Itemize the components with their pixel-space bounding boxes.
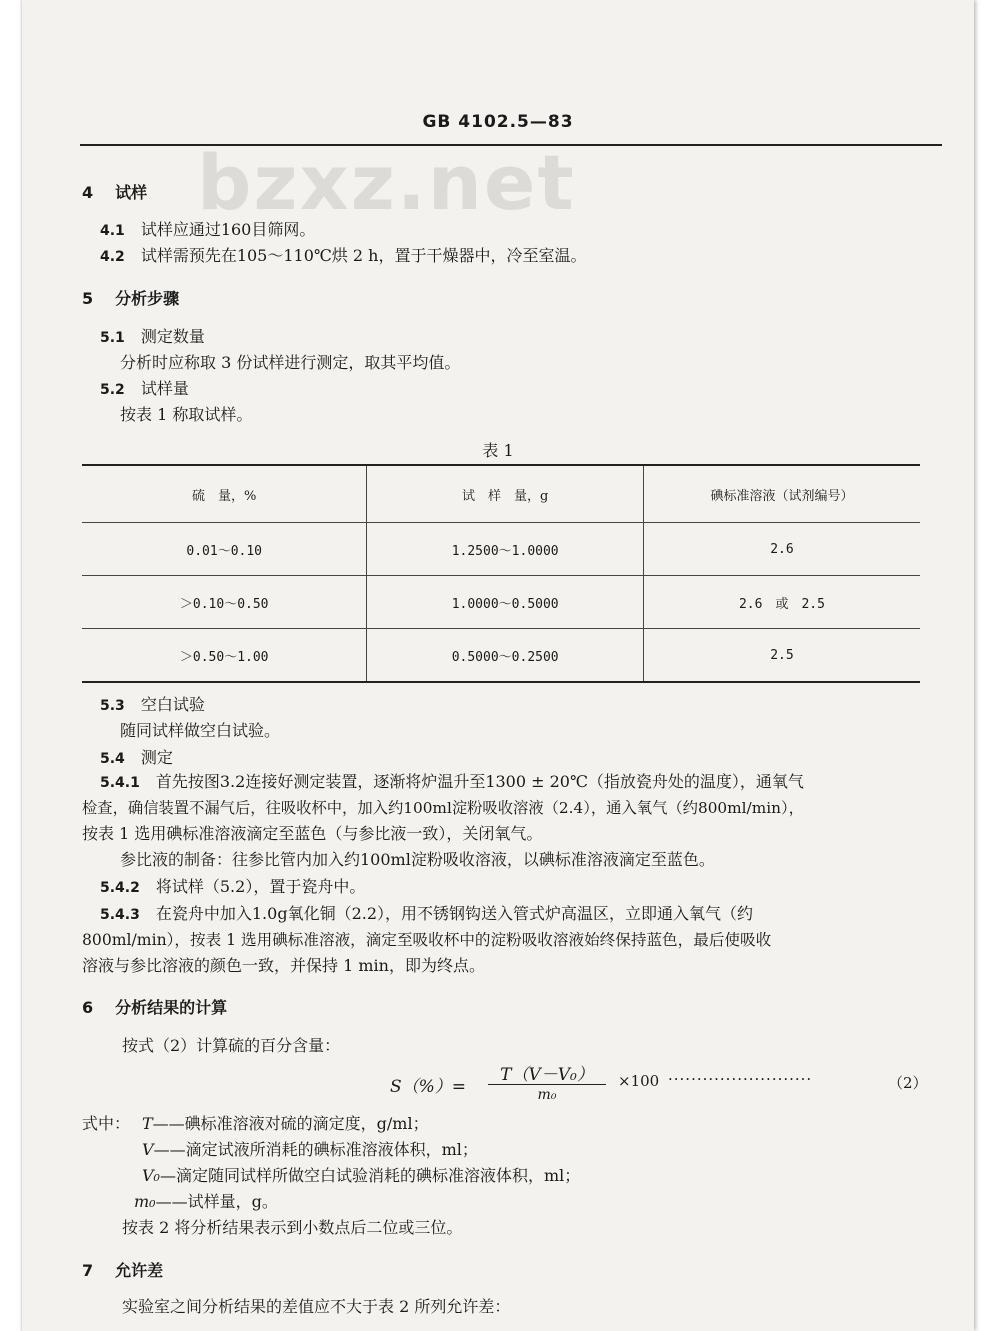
section-4-title: 试样 bbox=[115, 183, 148, 202]
clause-4-2-number: 4.2 bbox=[100, 249, 125, 265]
table-cell: 2.6 bbox=[643, 523, 920, 576]
section-5-heading bbox=[82, 288, 179, 310]
standard-number: GB 4102.5—83 bbox=[422, 112, 574, 132]
formula-leader-dots: ························· bbox=[668, 1070, 813, 1088]
clause-5-1-text: 分析时应称取 3 份试样进行测定，取其平均值。 bbox=[120, 353, 461, 372]
symbol-T: T bbox=[142, 1114, 153, 1133]
clause-5-4-2-number: 5.4.2 bbox=[100, 880, 140, 896]
table-header-row bbox=[82, 465, 920, 523]
clause-5-4-1-line3: 按表 1 选用碘标准溶液滴定至蓝色（与参比液一致），关闭氧气。 bbox=[82, 824, 543, 843]
section-5-number: 5 bbox=[82, 289, 94, 308]
reference-solution-prep: 参比液的制备：往参比管内加入约100ml淀粉吸收溶液，以碘标准溶液滴定至蓝色。 bbox=[120, 850, 715, 869]
clause-5-4-2 bbox=[100, 876, 365, 899]
table-cell: ＞0.10～0.50 bbox=[82, 576, 367, 629]
symbol-V0: V₀ bbox=[142, 1166, 160, 1185]
section-4-heading bbox=[82, 182, 147, 204]
clause-5-4-1-line2: 检查，确信装置不漏气后，往吸收杯中，加入约100ml淀粉吸收溶液（2.4），通入氧气（约800ml/min）， bbox=[82, 799, 804, 817]
definition-T bbox=[142, 1113, 429, 1135]
clause-5-4-3-text: 在瓷舟中加入1.0g氧化铜（2.2），用不锈钢钩送入管式炉高温区，立即通入氧气（约 bbox=[155, 904, 754, 923]
document-page bbox=[22, 0, 974, 1331]
result-precision-note: 按表 2 将分析结果表示到小数点后二位或三位。 bbox=[122, 1218, 463, 1237]
clause-5-4-3-line1 bbox=[100, 903, 753, 926]
clause-5-3-number: 5.3 bbox=[100, 698, 125, 714]
clause-5-4-3-line2: 800ml/min），按表 1 选用碘标准溶液，滴定至吸收杯中的淀粉吸收溶液始终保持蓝色，最后使吸收 bbox=[82, 931, 772, 949]
clause-5-2-text: 按表 1 称取试样。 bbox=[120, 405, 253, 424]
definition-V0 bbox=[142, 1165, 580, 1187]
table-row bbox=[82, 576, 920, 629]
clause-4-1-text: 试样应通过160目筛网。 bbox=[140, 220, 316, 239]
clause-5-3-heading bbox=[100, 694, 205, 717]
table-cell: 1.2500～1.0000 bbox=[367, 523, 644, 576]
section-4-number: 4 bbox=[82, 183, 94, 202]
formula-lhs: S（%）= bbox=[390, 1077, 467, 1097]
table-cell: 2.5 bbox=[643, 629, 920, 683]
section-7-title: 允许差 bbox=[115, 1261, 164, 1280]
clause-5-4-2-text: 将试样（5.2），置于瓷舟中。 bbox=[155, 877, 366, 896]
definition-V bbox=[142, 1139, 478, 1161]
clause-5-4-number: 5.4 bbox=[100, 751, 125, 767]
table-cell: 0.01～0.10 bbox=[82, 523, 367, 576]
symbol-V: V bbox=[142, 1140, 154, 1159]
formula-multiplier: ×100 bbox=[618, 1072, 660, 1090]
where-label: 式中： bbox=[82, 1114, 131, 1133]
clause-5-2-number: 5.2 bbox=[100, 382, 125, 398]
clause-5-1-title: 测定数量 bbox=[140, 327, 205, 346]
section-7-number: 7 bbox=[82, 1261, 94, 1280]
table-row bbox=[82, 523, 920, 576]
formula-denominator: m₀ bbox=[537, 1087, 557, 1103]
clause-5-3-text: 随同试样做空白试验。 bbox=[120, 721, 281, 740]
clause-5-2-heading bbox=[100, 378, 189, 401]
definition-V0-text: —滴定随同试样所做空白试验消耗的碘标准溶液体积，ml； bbox=[159, 1166, 581, 1185]
definition-T-text: ——碘标准溶液对硫的滴定度，g/ml； bbox=[152, 1114, 429, 1133]
clause-5-1-number: 5.1 bbox=[100, 330, 125, 346]
table-cell: ＞0.50～1.00 bbox=[82, 629, 367, 683]
table-cell: 0.5000～0.2500 bbox=[367, 629, 644, 683]
formula-numerator: T（V－V₀） bbox=[500, 1065, 594, 1085]
clause-5-4-title: 测定 bbox=[140, 748, 173, 767]
section-5-title: 分析步骤 bbox=[115, 289, 180, 308]
section-7-heading bbox=[82, 1260, 163, 1282]
table-header-iodine-solution: 碘标准溶液（试剂编号） bbox=[643, 465, 920, 523]
symbol-m0: m₀ bbox=[134, 1192, 156, 1211]
watermark: bzxz.net bbox=[197, 138, 576, 227]
formula-intro: 按式（2）计算硫的百分含量： bbox=[122, 1036, 341, 1055]
clause-4-2 bbox=[100, 245, 586, 268]
clause-5-4-3-number: 5.4.3 bbox=[100, 907, 140, 923]
section-6-number: 6 bbox=[82, 998, 94, 1017]
clause-5-4-1-number: 5.4.1 bbox=[100, 775, 140, 791]
table-header-sample-mass: 试 样 量，g bbox=[367, 465, 644, 523]
clause-4-2-text: 试样需预先在105～110℃烘 2 h，置于干燥器中，冷至室温。 bbox=[140, 246, 587, 265]
table-1-caption: 表 1 bbox=[482, 441, 514, 460]
definition-m0-text: ——试样量，g。 bbox=[155, 1192, 278, 1211]
formula-equation-number: （2） bbox=[888, 1074, 928, 1092]
clause-4-1 bbox=[100, 219, 315, 242]
section-6-heading bbox=[82, 997, 227, 1019]
formula-fraction bbox=[488, 1060, 606, 1103]
table-cell: 1.0000～0.5000 bbox=[367, 576, 644, 629]
section-6-title: 分析结果的计算 bbox=[115, 998, 228, 1017]
table-cell: 2.6 或 2.5 bbox=[643, 576, 920, 629]
clause-5-2-title: 试样量 bbox=[140, 379, 189, 398]
clause-5-4-heading bbox=[100, 747, 173, 770]
table-row bbox=[82, 629, 920, 683]
section-7-text: 实验室之间分析结果的差值应不大于表 2 所列允许差： bbox=[122, 1297, 511, 1316]
clause-4-1-number: 4.1 bbox=[100, 223, 125, 239]
table-1 bbox=[82, 464, 920, 683]
clause-5-4-1-text: 首先按图3.2连接好测定装置，逐渐将炉温升至1300 ± 20℃（指放瓷舟处的温度），通氧气 bbox=[155, 772, 804, 791]
clause-5-1-heading bbox=[100, 326, 205, 349]
table-header-sulfur: 硫 量，% bbox=[82, 465, 367, 523]
clause-5-4-3-line3: 溶液与参比溶液的颜色一致，并保持 1 min，即为终点。 bbox=[82, 956, 485, 975]
clause-5-4-1-line1 bbox=[100, 771, 804, 794]
clause-5-3-title: 空白试验 bbox=[140, 695, 205, 714]
definition-V-text: ——滴定试液所消耗的碘标准溶液体积，ml； bbox=[153, 1140, 478, 1159]
definition-m0 bbox=[134, 1191, 278, 1213]
